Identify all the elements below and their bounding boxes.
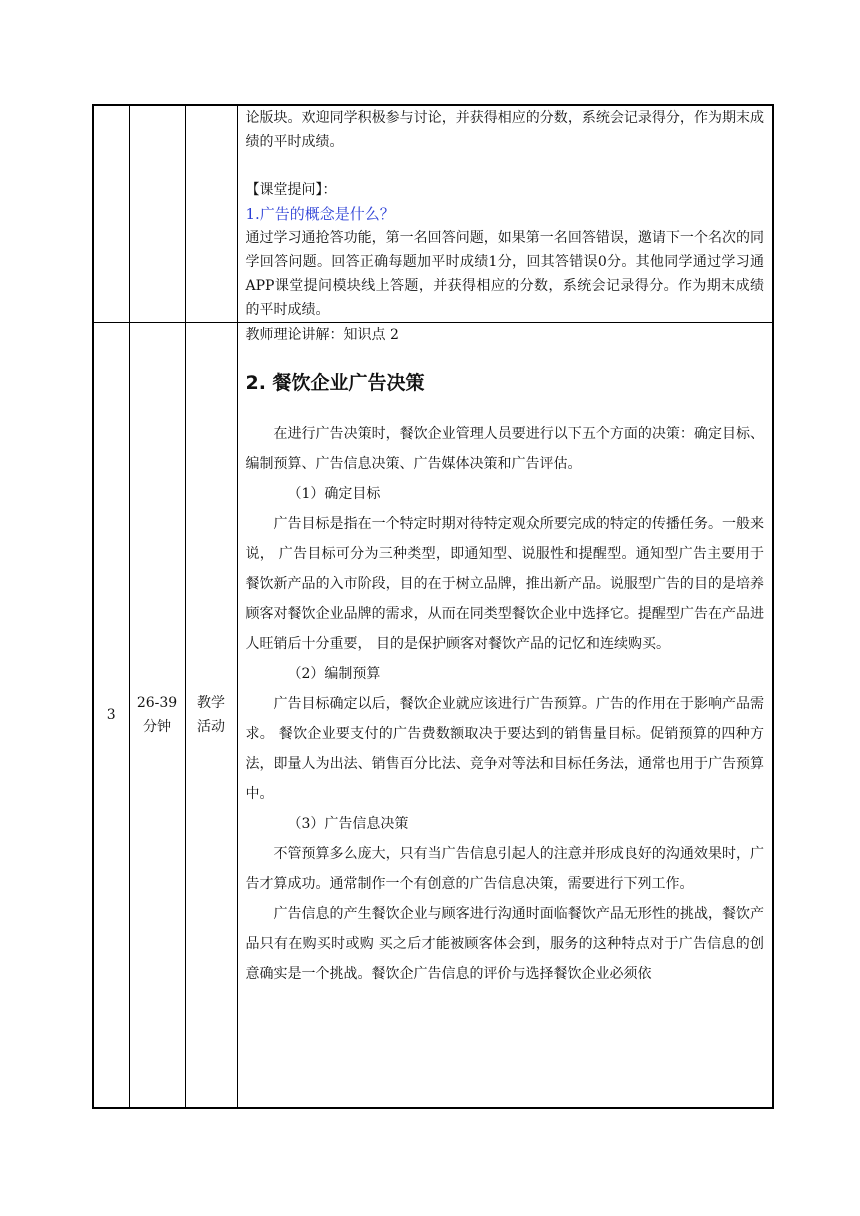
subheading-1: （1）确定目标 <box>287 486 381 502</box>
paragraph-4: 广告信息的产生餐饮企业与顾客进行沟通时面临餐饮产品无形性的挑战，餐饮产品只有在购买时或购 买之后才能被顾客体会到，服务的这种特点对于广告信息的创意确实是一个挑战。餐饮企广告信息的评价与选择餐饮企业必须依 <box>245 906 764 982</box>
activity-line-1: 教学 <box>197 695 225 711</box>
intro-paragraph: 在进行广告决策时，餐饮企业管理人员要进行以下五个方面的决策：确定目标、编制预算、广告信息决策、广告媒体决策和广告评估。 <box>245 426 764 472</box>
row2-time-cell <box>129 323 185 1109</box>
subheading-3: （3）广告信息决策 <box>287 816 409 832</box>
time-range: 26-39 <box>136 695 178 711</box>
row2-content-cell <box>237 323 773 1109</box>
lecture-label: 教师理论讲解：知识点 2 <box>245 327 399 343</box>
paragraph-1: 广告目标是指在一个特定时期对待特定观众所要完成的特定的传播任务。一般来说， 广告目标可分为三种类型，即通知型、说服性和提醒型。通知型广告主要用于餐饮新产品的入市阶段，目的在于树立品牌，推出新产品。说服型广告的目的是培养顾客对餐饮企业品牌的需求，从而在同类型餐饮企业中选择它。提醒型广告在产品进人旺销后十分重要， 目的是保护顾客对餐饮产品的记忆和连续购买。 <box>245 516 764 652</box>
row1-activity-cell <box>185 105 237 323</box>
lesson-plan-table <box>92 104 774 1109</box>
table-row <box>93 105 773 323</box>
row1-number-cell <box>93 105 129 323</box>
question-header: 【课堂提问】： <box>245 182 337 198</box>
row2-activity-cell <box>185 323 237 1109</box>
row1-time-cell <box>129 105 185 323</box>
discussion-paragraph: 论版块。欢迎同学积极参与讨论，并获得相应的分数，系统会记录得分，作为期末成绩的平时成绩。 <box>245 110 764 150</box>
paragraph-2: 广告目标确定以后，餐饮企业就应该进行广告预算。广告的作用在于影响产品需求。 餐饮企业要支付的广告费数额取决于要达到的销售量目标。促销预算的四种方法，即量人为出法、销售百分比法、竞争对等法和目标任务法，通常也用于广告预算中。 <box>245 696 764 802</box>
row1-content-cell <box>237 105 773 323</box>
subheading-2: （2）编制预算 <box>287 666 381 682</box>
row2-number-cell: 3 <box>93 323 129 1109</box>
time-unit: 分钟 <box>143 719 171 735</box>
section-title: 2. 餐饮企业广告决策 <box>245 372 425 394</box>
paragraph-3: 不管预算多么庞大，只有当广告信息引起人的注意并形成良好的沟通效果时，广告才算成功。通常制作一个有创意的广告信息决策，需要进行下列工作。 <box>245 846 764 892</box>
question-text: 1.广告的概念是什么？ <box>245 205 395 223</box>
question-rules: 通过学习通抢答功能，第一名回答问题，如果第一名回答错误，邀请下一个名次的同学回答问题。回答正确每题加平时成绩1分，回其答错误0分。其他同学通过学习通APP课堂提问模块线上答题，并获得相应的分数，系统会记录得分。作为期末成绩的平时成绩。 <box>245 230 764 318</box>
table-row <box>93 323 773 1109</box>
activity-line-2: 活动 <box>197 719 225 735</box>
